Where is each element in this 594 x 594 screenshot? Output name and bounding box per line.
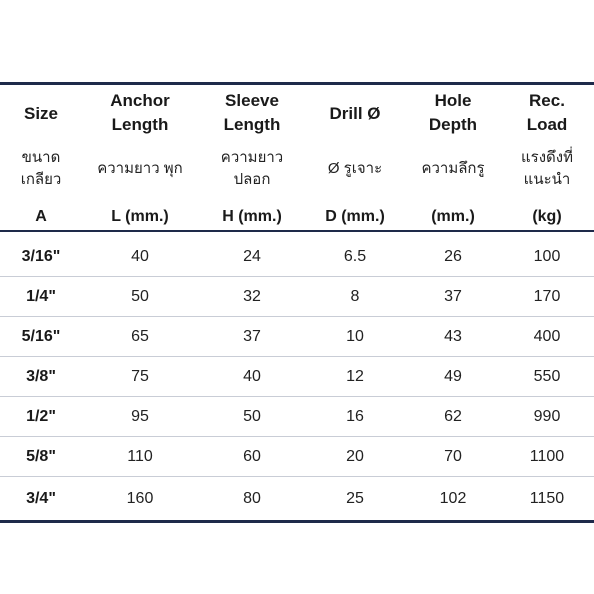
size-cell: 1/4" [26, 288, 56, 305]
col-sleeve-header-2: Length [223, 115, 281, 134]
sleeve-length-cell: 24 [243, 248, 261, 265]
load-cell: 1100 [529, 448, 565, 465]
sleeve-length-cell: 32 [243, 288, 261, 305]
drill-cell: 12 [346, 368, 364, 385]
row-separator [0, 356, 594, 357]
sleeve-length-cell: 37 [243, 328, 261, 345]
size-cell: 5/16" [21, 328, 61, 345]
col-hole-header-2: Depth [428, 115, 478, 134]
col-anchor-thai: ความยาว พุก [97, 160, 183, 177]
size-cell: 1/2" [26, 408, 56, 425]
col-size-thai-2: เกลียว [20, 171, 62, 188]
load-cell: 400 [533, 328, 561, 345]
anchor-length-cell: 40 [131, 248, 149, 265]
load-cell: 990 [533, 408, 561, 425]
col-size-unit: A [35, 208, 47, 225]
anchor-length-cell: 110 [127, 448, 153, 465]
row-separator [0, 276, 594, 277]
col-sleeve-thai-1: ความยาว [220, 149, 284, 166]
col-load-header-1: Rec. [529, 91, 565, 110]
load-cell: 100 [533, 248, 561, 265]
table-top-rule [0, 82, 594, 85]
load-cell: 1150 [529, 490, 565, 507]
col-hole-header-1: Hole [434, 91, 472, 110]
size-cell: 3/16" [21, 248, 61, 265]
row-separator [0, 316, 594, 317]
size-cell: 5/8" [26, 448, 56, 465]
col-drill-header: Drill Ø [329, 104, 381, 123]
drill-cell: 8 [350, 288, 360, 305]
hole-depth-cell: 102 [439, 490, 467, 507]
hole-depth-cell: 62 [444, 408, 462, 425]
col-anchor-header-2: Length [111, 115, 169, 134]
drill-cell: 16 [346, 408, 364, 425]
size-cell: 3/8" [26, 368, 56, 385]
col-sleeve-header-1: Sleeve [225, 91, 279, 110]
anchor-length-cell: 75 [131, 368, 149, 385]
drill-cell: 10 [346, 328, 364, 345]
col-load-header-2: Load [526, 115, 568, 134]
col-load-unit: (kg) [532, 208, 562, 225]
anchor-length-cell: 50 [131, 288, 149, 305]
col-sleeve-unit: H (mm.) [222, 208, 282, 225]
col-hole-unit: (mm.) [431, 208, 475, 225]
col-load-thai-2: แนะนำ [523, 171, 571, 188]
col-size-thai-1: ขนาด [21, 149, 61, 166]
anchor-length-cell: 65 [131, 328, 149, 345]
col-drill-thai: Ø รูเจาะ [327, 160, 383, 177]
col-hole-thai: ความลึกรู [421, 160, 485, 177]
row-separator [0, 396, 594, 397]
anchor-length-cell: 160 [126, 490, 154, 507]
anchor-length-cell: 95 [131, 408, 149, 425]
hole-depth-cell: 26 [444, 248, 462, 265]
sleeve-length-cell: 60 [243, 448, 261, 465]
row-separator [0, 436, 594, 437]
header-bottom-rule [0, 230, 594, 232]
hole-depth-cell: 70 [444, 448, 462, 465]
load-cell: 550 [533, 368, 561, 385]
col-drill-unit: D (mm.) [325, 208, 385, 225]
col-size-header: Size [23, 104, 59, 123]
hole-depth-cell: 49 [444, 368, 462, 385]
col-anchor-unit: L (mm.) [111, 208, 169, 225]
col-anchor-header-1: Anchor [110, 91, 170, 110]
hole-depth-cell: 43 [444, 328, 462, 345]
drill-cell: 20 [346, 448, 364, 465]
hole-depth-cell: 37 [444, 288, 462, 305]
row-separator [0, 476, 594, 477]
col-sleeve-thai-2: ปลอก [233, 171, 271, 188]
sleeve-length-cell: 50 [243, 408, 261, 425]
load-cell: 170 [533, 288, 561, 305]
drill-cell: 6.5 [343, 248, 367, 265]
sleeve-length-cell: 40 [243, 368, 261, 385]
table-bottom-rule [0, 520, 594, 523]
col-load-thai-1: แรงดึงที่ [520, 149, 573, 166]
sleeve-length-cell: 80 [243, 490, 261, 507]
drill-cell: 25 [346, 490, 364, 507]
size-cell: 3/4" [26, 490, 56, 507]
